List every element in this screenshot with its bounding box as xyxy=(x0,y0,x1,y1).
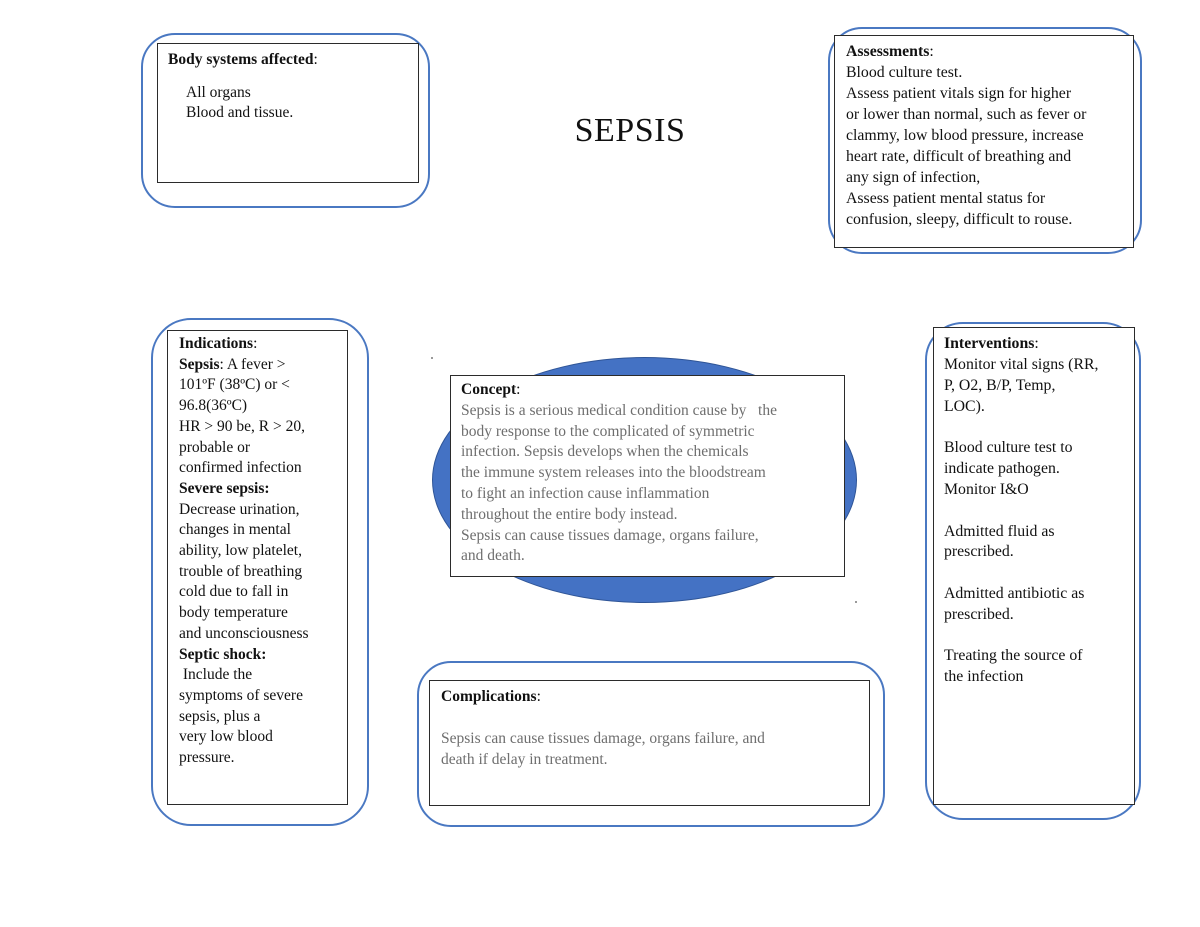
spacer xyxy=(944,501,1128,522)
indications-heading-line xyxy=(179,334,341,355)
sepsis-line xyxy=(179,355,341,376)
body-systems-heading: Body systems affected xyxy=(168,51,314,68)
heading-colon: : xyxy=(1034,335,1039,352)
indication-line: HR > 90 be, R > 20, xyxy=(179,417,305,435)
assessment-line: confusion, sleepy, difficult to rouse. xyxy=(846,211,1073,228)
concept-line: Sepsis is a serious medical condition cause by the xyxy=(461,401,777,419)
concept-line: infection. Sepsis develops when the chemicals xyxy=(461,443,749,461)
indication-line: Include the xyxy=(179,666,253,684)
spacer xyxy=(441,707,863,728)
interventions-heading-line xyxy=(944,334,1128,355)
intervention-line: Blood culture test to xyxy=(944,439,1073,457)
septic-shock-label: Septic shock: xyxy=(179,645,267,663)
intervention-line: indicate pathogen. xyxy=(944,460,1060,478)
indication-line: 96.8(36ºC) xyxy=(179,397,248,415)
assessments-box xyxy=(834,35,1134,248)
decorative-dot xyxy=(431,357,433,359)
indication-line: cold due to fall in xyxy=(179,583,289,601)
spacer xyxy=(944,563,1128,584)
concept-line: body response to the complicated of symmetric xyxy=(461,422,755,440)
intervention-line: Admitted antibiotic as xyxy=(944,584,1085,602)
assessment-line: Assess patient mental status for xyxy=(846,190,1046,207)
indication-line: Decrease urination, xyxy=(179,500,300,518)
indication-line: trouble of breathing xyxy=(179,562,303,580)
concept-heading-line xyxy=(461,380,838,401)
sepsis-text: : A fever > xyxy=(219,355,286,373)
indication-line: pressure. xyxy=(179,749,235,767)
heading-colon: : xyxy=(313,51,318,68)
heading-colon: : xyxy=(536,688,541,705)
indications-box xyxy=(167,330,348,805)
concept-line: throughout the entire body instead. xyxy=(461,505,678,523)
intervention-line: prescribed. xyxy=(944,543,1014,561)
body-system-item: All organs xyxy=(186,83,251,101)
assessment-line: or lower than normal, such as fever or xyxy=(846,106,1087,123)
intervention-line: LOC). xyxy=(944,397,985,415)
indication-line: very low blood xyxy=(179,728,273,746)
intervention-line: Treating the source of xyxy=(944,647,1083,665)
indication-line: confirmed infection xyxy=(179,459,302,477)
sepsis-label: Sepsis xyxy=(179,355,220,373)
spacer xyxy=(944,626,1128,647)
concept-heading: Concept xyxy=(461,381,517,398)
indication-line: and unconsciousness xyxy=(179,624,309,642)
concept-line: the immune system releases into the bloodstream xyxy=(461,464,766,482)
concept-line: to fight an infection cause inflammation xyxy=(461,484,710,502)
indication-line: 101ºF (38ºC) or < xyxy=(179,376,290,394)
concept-line: Sepsis can cause tissues damage, organs failure, xyxy=(461,526,759,544)
indication-line: ability, low platelet, xyxy=(179,542,302,560)
decorative-dot xyxy=(855,601,857,603)
assessment-line: heart rate, difficult of breathing and xyxy=(846,148,1072,165)
complication-line: death if delay in treatment. xyxy=(441,750,608,768)
heading-colon: : xyxy=(929,43,934,60)
assessment-line: clammy, low blood pressure, increase xyxy=(846,127,1084,144)
indication-line: sepsis, plus a xyxy=(179,707,261,725)
interventions-box xyxy=(933,327,1135,805)
indications-heading: Indications xyxy=(179,335,254,352)
complications-box xyxy=(429,680,870,806)
intervention-line: Monitor vital signs (RR, xyxy=(944,355,1099,373)
interventions-heading: Interventions xyxy=(944,335,1035,352)
intervention-line: Monitor I&O xyxy=(944,481,1029,499)
indication-line: changes in mental xyxy=(179,521,291,539)
diagram-title: SEPSIS xyxy=(574,112,686,149)
heading-colon: : xyxy=(253,335,258,352)
indication-line: symptoms of severe xyxy=(179,686,303,704)
spacer xyxy=(944,418,1128,439)
assessments-heading: Assessments xyxy=(846,43,930,60)
severe-sepsis-label: Severe sepsis: xyxy=(179,479,270,497)
body-systems-heading-line xyxy=(168,50,412,71)
body-systems-box xyxy=(157,43,419,183)
intervention-line: P, O2, B/P, Temp, xyxy=(944,376,1056,394)
heading-colon: : xyxy=(516,381,521,398)
intervention-line: Admitted fluid as xyxy=(944,522,1055,540)
complications-heading: Complications xyxy=(441,688,537,705)
assessment-line: Assess patient vitals sign for higher xyxy=(846,85,1072,102)
assessment-line: Blood culture test. xyxy=(846,64,963,81)
spacer xyxy=(168,71,412,83)
intervention-line: the infection xyxy=(944,668,1024,686)
concept-line: and death. xyxy=(461,547,525,565)
assessments-heading-line xyxy=(846,41,1127,62)
intervention-line: prescribed. xyxy=(944,605,1014,623)
complications-heading-line xyxy=(441,686,863,707)
complication-line: Sepsis can cause tissues damage, organs failure, and xyxy=(441,729,765,747)
body-system-item: Blood and tissue. xyxy=(186,104,294,122)
concept-box xyxy=(450,375,845,577)
indication-line: body temperature xyxy=(179,604,288,622)
indication-line: probable or xyxy=(179,438,251,456)
assessment-line: any sign of infection, xyxy=(846,169,981,186)
